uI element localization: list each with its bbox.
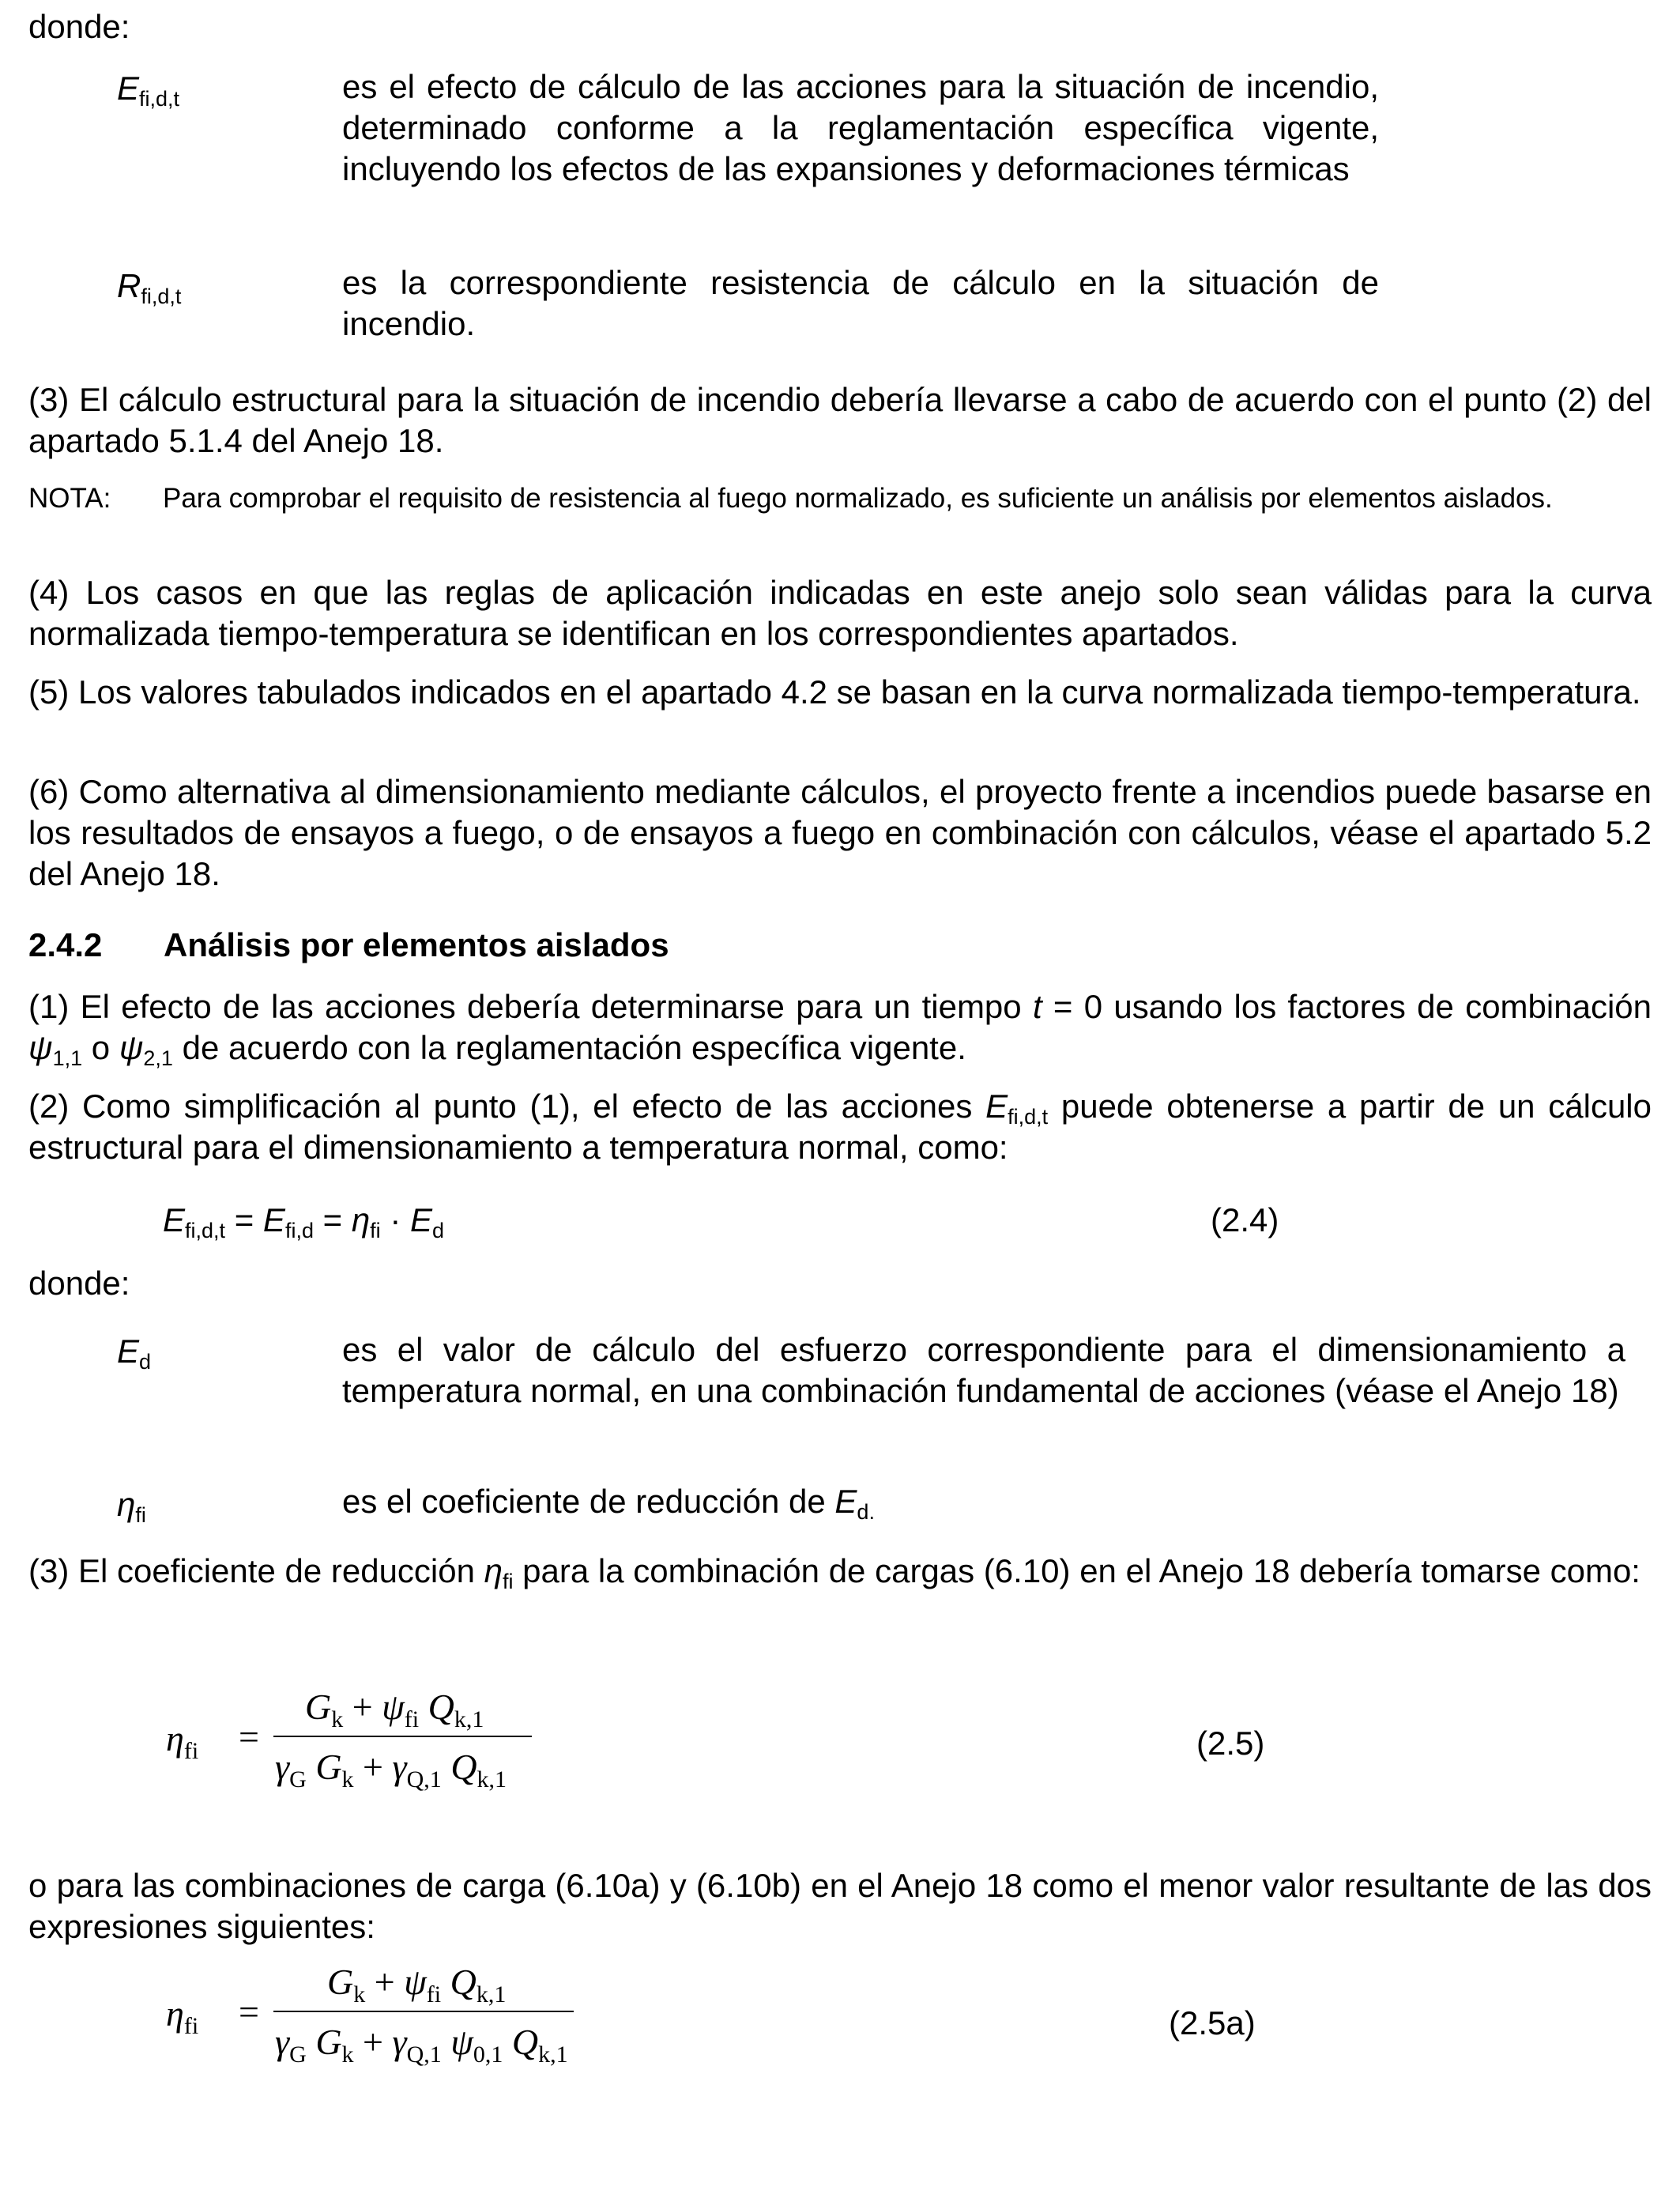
definition-e-fi-d-t: es el efecto de cálculo de las acciones para la situación de incendio, determinado conforme a la reglamentación específica vigente, incluyendo los efectos de las expansiones y deformaciones térmicas	[342, 68, 1379, 187]
definition-r-fi-d-t: es la correspondiente resistencia de cálculo en la situación de incendio.	[342, 264, 1379, 342]
donde-label: donde:	[28, 8, 130, 45]
section-paragraph-2: (2) Como simplificación al punto (1), el efecto de las acciones $E_{fi,d,t}$ puede obtenerse a partir de un cálculo estructural para el dimensionamiento a temperatura normal, como:	[28, 1088, 1652, 1166]
formula-2-5-lhs: $\eta_{fi}$	[166, 1718, 199, 1764]
paragraph-alternative-combinations: o para las combinaciones de carga (6.10a) y (6.10b) en el Anejo 18 como el menor valor resultante de las dos expresiones siguientes:	[28, 1867, 1652, 1945]
formula-2-5a-denominator: $\gamma_G$ $G_k + \gamma_{Q,1}$ $\psi_{0,1}$ $Q_{k,1}$	[275, 2022, 568, 2068]
equation-number-2-5a: (2.5a)	[1169, 2004, 1256, 2041]
formula-2-5	[166, 1687, 640, 1805]
formula-2-5a	[166, 1962, 680, 2080]
symbol-r-fi-d-t: $R_{fi,d,t}$	[117, 267, 182, 308]
formula-2-5-fraction-bar	[273, 1736, 532, 1737]
section-paragraph-1: (1) El efecto de las acciones debería determinarse para un tiempo t = 0 usando los factores de combinación $\psi_{1,1}$ o $\psi_{2,1}$ de acuerdo con la reglamentación específica vigente.	[28, 988, 1652, 1070]
paragraph-4: (4) Los casos en que las reglas de aplicación indicadas en este anejo solo sean válidas para la curva normalizada tiempo-temperatura se identifican en los correspondientes apartados.	[28, 574, 1652, 652]
formula-2-5-denominator: $\gamma_G$ $G_k + \gamma_{Q,1}$ $Q_{k,1}$	[275, 1747, 507, 1793]
donde-label-2: donde:	[28, 1265, 130, 1302]
note-text: Para comprobar el requisito de resistencia al fuego normalizado, es suficiente un análisis por elementos aislados.	[163, 483, 1553, 514]
equation-number-2-5: (2.5)	[1196, 1725, 1265, 1762]
definition-e-d: es el valor de cálculo del esfuerzo correspondiente para el dimensionamiento a temperatura normal, en una combinación fundamental de acciones (véase el Anejo 18)	[342, 1331, 1625, 1409]
note-label: NOTA:	[28, 483, 111, 514]
section-number: 2.4.2	[28, 926, 103, 963]
symbol-e-fi-d-t: $E_{fi,d,t}$	[117, 70, 180, 111]
definition-eta-fi: es el coeficiente de reducción de $E_{d.}$	[342, 1483, 875, 1524]
formula-2-5-equals: =	[239, 1717, 259, 1757]
paragraph-6: (6) Como alternativa al dimensionamiento mediante cálculos, el proyecto frente a incendios puede basarse en los resultados de ensayos a fuego, o de ensayos a fuego en combinación con cálculos, véase el apartado 5.2 del Anejo 18.	[28, 773, 1652, 892]
formula-2-5a-equals: =	[239, 1992, 259, 2032]
equation-number-2-4: (2.4)	[1211, 1201, 1279, 1238]
symbol-e-d: $E_d$	[117, 1333, 152, 1374]
formula-2-5a-lhs: $\eta_{fi}$	[166, 1993, 199, 2039]
paragraph-5: (5) Los valores tabulados indicados en el apartado 4.2 se basan en la curva normalizada tiempo-temperatura.	[28, 673, 1641, 711]
paragraph-3: (3) El cálculo estructural para la situación de incendio debería llevarse a cabo de acuerdo con el punto (2) del apartado 5.1.4 del Anejo 18.	[28, 381, 1652, 459]
formula-2-5a-numerator: $G_k + \psi_{fi}$ $Q_{k,1}$	[327, 1962, 507, 2007]
section-title: Análisis por elementos aislados	[164, 926, 669, 963]
formula-2-5-numerator: $G_k + \psi_{fi}$ $Q_{k,1}$	[305, 1687, 484, 1732]
symbol-eta-fi: $\eta_{fi}$	[117, 1486, 146, 1527]
section-paragraph-3: (3) El coeficiente de reducción $\eta_{fi}$ para la combinación de cargas (6.10) en el Anejo 18 debería tomarse como:	[28, 1552, 1640, 1593]
equation-2-4: $E_{fi,d,t} = E_{fi,d} = \eta_{fi} \cdot E_d$	[163, 1201, 445, 1242]
formula-2-5a-fraction-bar	[273, 2011, 574, 2012]
